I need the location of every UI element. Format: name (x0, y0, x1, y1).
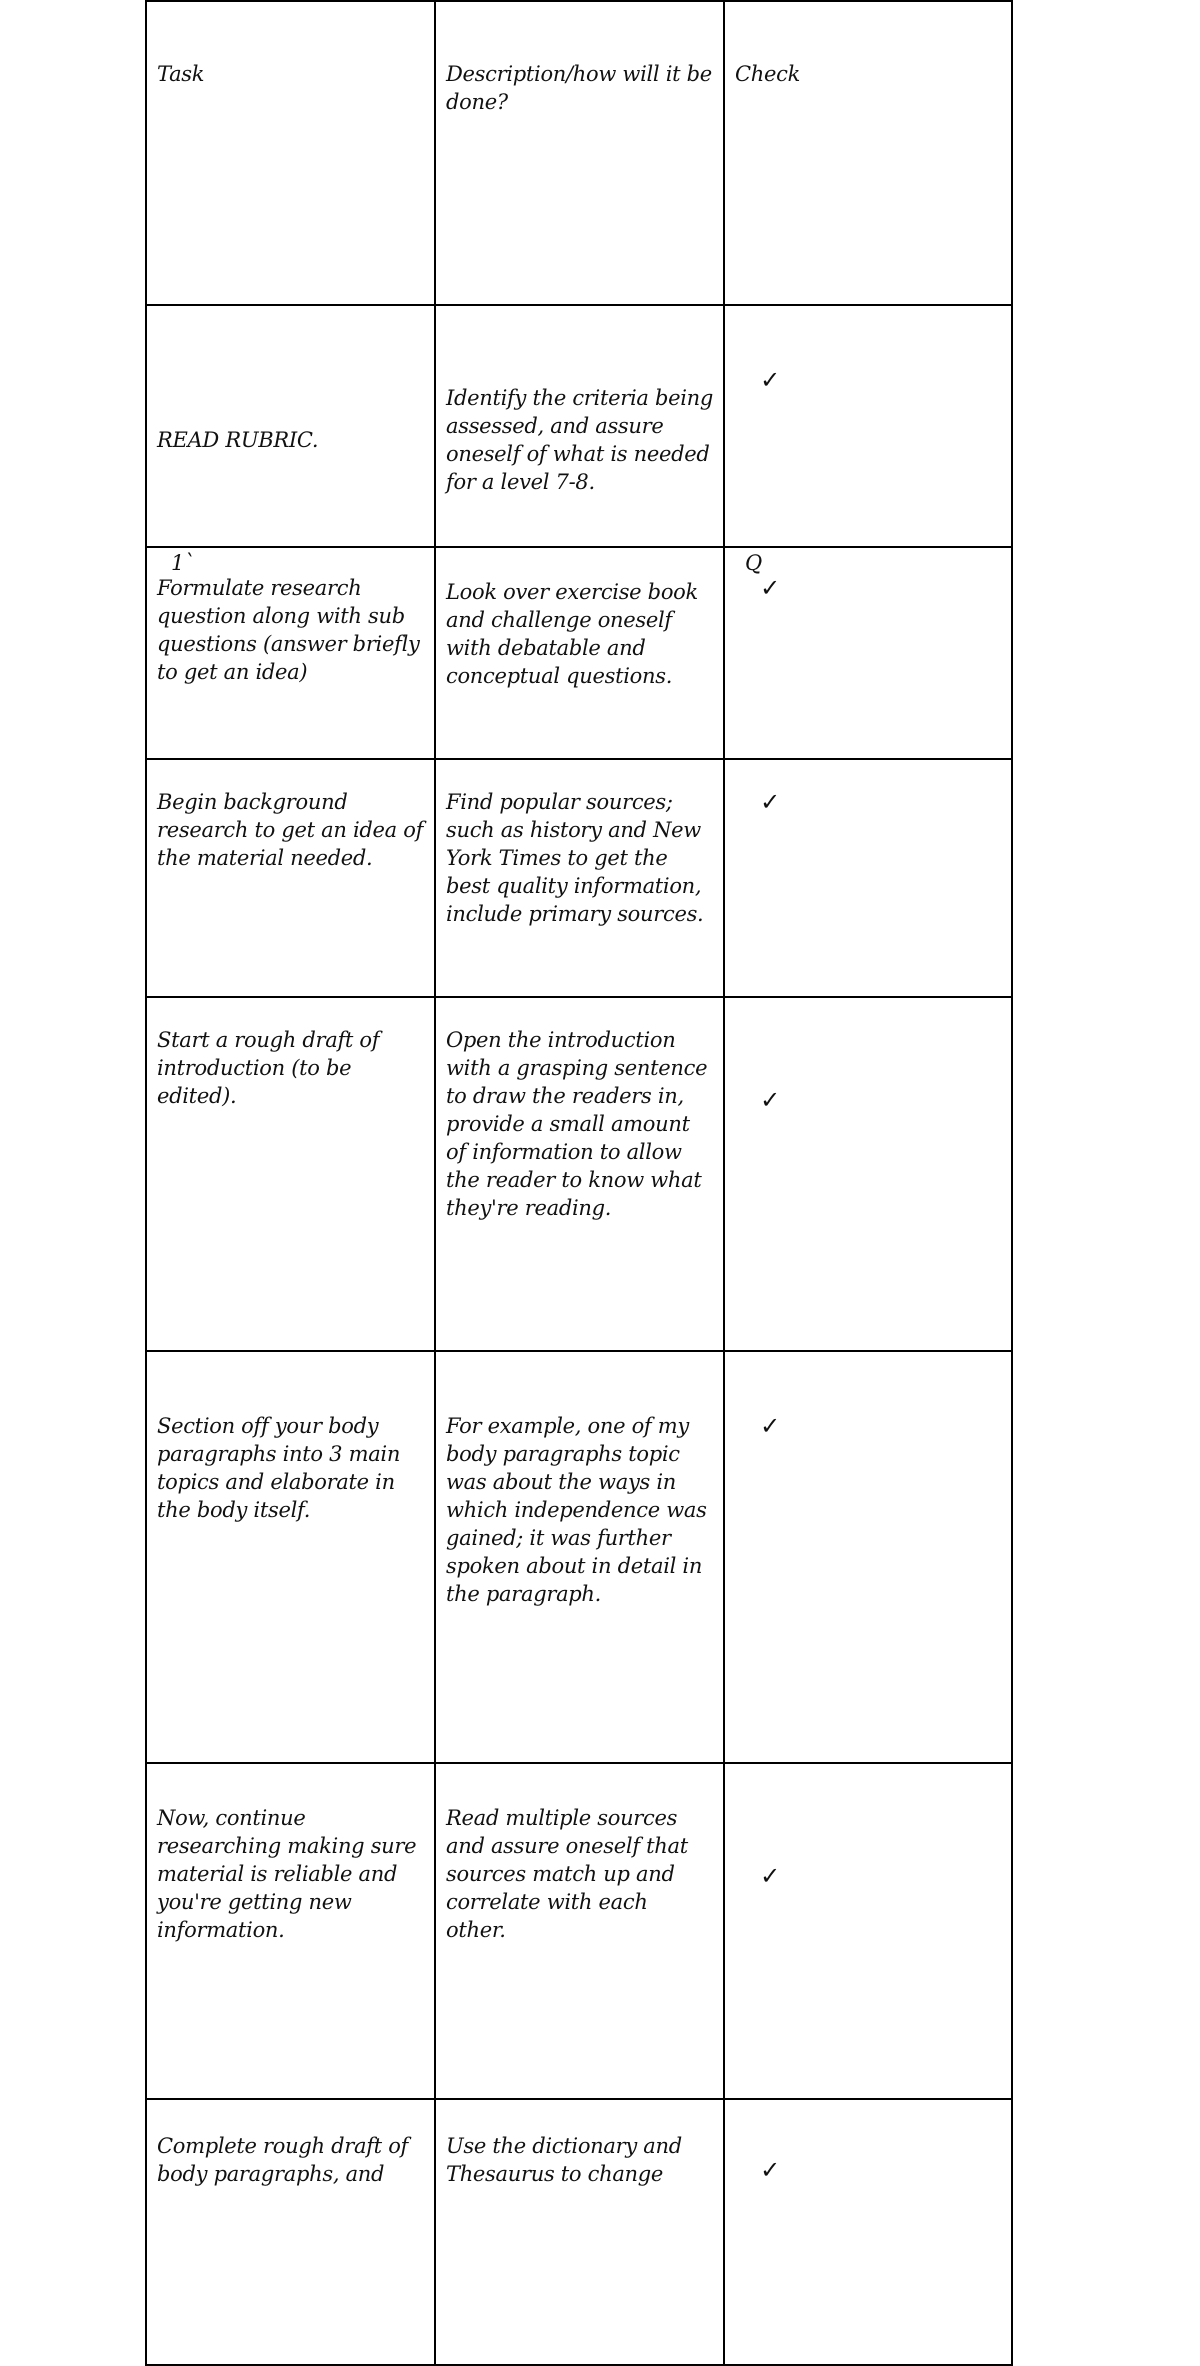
task-cell: Begin background research to get an idea of the material needed. (146, 759, 435, 997)
table-row (146, 305, 1012, 547)
description-cell: Read multiple sources and assure oneself that sources match up and correlate with each other. (435, 1763, 724, 2099)
header-check: Check (724, 1, 1012, 305)
checkmark-icon: ✓ (760, 574, 780, 602)
description-cell: Use the dictionary and Thesaurus to change (435, 2099, 724, 2365)
checkmark-icon: ✓ (760, 788, 780, 816)
task-cell: Section off your body paragraphs into 3 main topics and elaborate in the body itself. (146, 1351, 435, 1763)
task-cell: Complete rough draft of body paragraphs, and (146, 2099, 435, 2365)
header-description: Description/how will it be done? (435, 1, 724, 305)
table-header-row (146, 1, 1012, 305)
task-cell: Start a rough draft of introduction (to be edited). (146, 997, 435, 1351)
table-row (146, 547, 1012, 759)
check-cell (724, 997, 1012, 1351)
header-task: Task (146, 1, 435, 305)
check-cell (724, 1351, 1012, 1763)
checkmark-icon: ✓ (760, 2156, 780, 2184)
checkmark-icon: ✓ (760, 1086, 780, 1114)
table-row (146, 997, 1012, 1351)
check-cell (724, 759, 1012, 997)
description-cell: For example, one of my body paragraphs topic was about the ways in which independence was gained; it was further spoken about in detail in the paragraph. (435, 1351, 724, 1763)
checkmark-icon: ✓ (760, 1412, 780, 1440)
task-cell: Now, continue researching making sure material is reliable and you're getting new information. (146, 1763, 435, 2099)
table-row (146, 759, 1012, 997)
task-plan-table (145, 0, 1013, 2366)
description-cell: Identify the criteria being assessed, and assure oneself of what is needed for a level 7-8. (435, 305, 724, 547)
check-cell (724, 1763, 1012, 2099)
check-cell (724, 547, 1012, 759)
table-row (146, 1763, 1012, 2099)
task-cell (146, 547, 435, 759)
description-cell: Open the introduction with a grasping sentence to draw the readers in, provide a small amount of information to allow the reader to know what they're reading. (435, 997, 724, 1351)
check-cell (724, 2099, 1012, 2365)
stray-mark: 1` (171, 551, 195, 575)
table-row (146, 1351, 1012, 1763)
description-cell: Find popular sources; such as history and New York Times to get the best quality information, include primary sources. (435, 759, 724, 997)
table-row (146, 2099, 1012, 2365)
check-cell (724, 305, 1012, 547)
task-text: Formulate research question along with sub questions (answer briefly to get an idea) (157, 576, 420, 684)
task-cell: READ RUBRIC. (146, 305, 435, 547)
checkmark-icon: ✓ (760, 366, 780, 394)
stray-mark: Q (745, 551, 762, 575)
checkmark-icon: ✓ (760, 1862, 780, 1890)
description-cell: Look over exercise book and challenge oneself with debatable and conceptual questions. (435, 547, 724, 759)
